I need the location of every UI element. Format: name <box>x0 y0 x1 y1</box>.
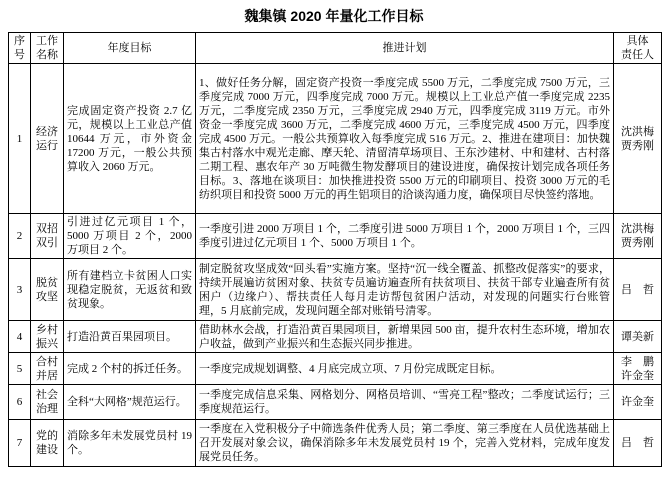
cell-responsible <box>614 214 662 259</box>
document-title: 魏集镇 2020 年量化工作目标 <box>244 8 424 24</box>
table-row <box>9 214 662 259</box>
cell-annual-goal: 所有建档立卡贫困人口实现稳定脱贫，无返贫和致贫现象。 <box>64 259 196 321</box>
cell-responsible <box>614 353 662 385</box>
responsible-name: 吕 哲 <box>621 283 654 296</box>
cell-work-name: 脱贫攻坚 <box>31 259 64 321</box>
table-row <box>9 353 662 385</box>
cell-plan: 一季度完成信息采集、网格划分、网格员培训、“雪亮工程”整改；二季度试运行；三季度规范运行。 <box>196 385 614 420</box>
cell-work-name: 党的建设 <box>31 420 64 467</box>
cell-annual-goal: 打造沿黄百果园项目。 <box>64 321 196 353</box>
cell-work-name: 双招双引 <box>31 214 64 259</box>
cell-responsible <box>614 385 662 420</box>
table-row <box>9 385 662 420</box>
cell-index: 7 <box>9 420 31 467</box>
cell-index: 6 <box>9 385 31 420</box>
cell-responsible <box>614 259 662 321</box>
cell-index: 5 <box>9 353 31 385</box>
cell-plan: 1、做好任务分解，固定资产投资一季度完成 5500 万元，二季度完成 7500 万元，三季度完成 7000 万元，四季度完成 7000 万元。规模以上工业总产值一季度完成 2235 万元，二季度完成 2350 万元，三季度完成 2940 万元，四季度完成 3119 万元。市外资金一季度完成 3600 万元，二季度完成 4600 万元，三季度完成 4500 万元，四季度完成 4500 万元。一般公共预算收入每季度完成 516 万元。2、推进在建项目：加快魏集古村落水中观光走廊、摩天轮、清留清草场项目、王东沙建材、中和建材、古村落二期工程、惠农年产 30 万吨微生物发酵项目的建设进度，确保按计划完成各项任务目标。3、落地在谈项目：加快推进投资 5500 万元的印刷项目、投资 3000 万元的毛纺织项目和投资 5000 万元的再生铝项目的洽谈沟通力度，确保项目尽快签约落地。 <box>196 64 614 214</box>
cell-annual-goal: 消除多年未发展党员村 19 个。 <box>64 420 196 467</box>
cell-index: 1 <box>9 64 31 214</box>
table-row <box>9 64 662 214</box>
cell-responsible <box>614 420 662 467</box>
header-annual-goal: 年度目标 <box>64 33 196 64</box>
cell-work-name: 合村并居 <box>31 353 64 385</box>
cell-work-name: 乡村振兴 <box>31 321 64 353</box>
cell-annual-goal: 完成固定资产投资 2.7 亿元，规模以上工业总产值 10644 万元，市外资金 17200 万元，一般公共预算收入 2060 万元。 <box>64 64 196 214</box>
responsible-name: 沈洪梅 <box>621 125 654 138</box>
responsible-name: 贾秀刚 <box>621 139 654 152</box>
cell-index: 2 <box>9 214 31 259</box>
cell-plan: 制定脱贫攻坚成效“回头看”实施方案。坚持“沉一线全覆盖、抓整改促落实”的要求，持续开展遍访贫困对象、扶贫专员遍访遍查所有扶贫项目、扶贫干部专业遍查所有贫困户（边缘户）、帮扶责任人每月走访帮包贫困户活动，对发现的问题实行台账管理，5 月底前完成，发现问题全部对账销号清零。 <box>196 259 614 321</box>
header-work-name: 工作名称 <box>31 33 64 64</box>
cell-responsible <box>614 321 662 353</box>
goals-table <box>8 32 662 467</box>
responsible-name: 许金奎 <box>621 396 654 408</box>
responsible-name: 沈洪梅 <box>621 223 654 235</box>
table-row <box>9 259 662 321</box>
header-index: 序号 <box>9 33 31 64</box>
cell-annual-goal: 完成 2 个村的拆迁任务。 <box>64 353 196 385</box>
header-plan: 推进计划 <box>196 33 614 64</box>
responsible-name: 许金奎 <box>621 369 654 382</box>
header-responsible-line1: 具体 <box>626 35 649 47</box>
responsible-name: 李 鹏 <box>621 355 654 368</box>
header-responsible-line2: 责任人 <box>621 49 654 61</box>
cell-annual-goal: 引进过亿元项目 1 个，5000 万项目 2 个，2000 万项目 2 个。 <box>64 214 196 259</box>
cell-index: 3 <box>9 259 31 321</box>
cell-work-name: 社会治理 <box>31 385 64 420</box>
table-row <box>9 420 662 467</box>
responsible-name: 谭美新 <box>621 330 654 343</box>
cell-annual-goal: 全科“大网格”规范运行。 <box>64 385 196 420</box>
responsible-name: 贾秀刚 <box>621 237 654 249</box>
cell-plan: 一季度在入党积极分子中筛选条件优秀人员；第二季度、第三季度在人员优选基础上召开发展对象会议，确保消除多年未发展党员村 19 个，完善入党材料，完成年度发展党员任务。 <box>196 420 614 467</box>
table-row <box>9 321 662 353</box>
cell-work-name: 经济运行 <box>31 64 64 214</box>
cell-plan: 一季度引进 2000 万项目 1 个，二季度引进 5000 万项目 1 个，2000 万项目 1 个，三四季度引进过亿元项目 1 个、5000 万项目 1 个。 <box>196 214 614 259</box>
table-header-row <box>9 33 662 64</box>
responsible-name: 吕 哲 <box>621 437 654 449</box>
cell-responsible <box>614 64 662 214</box>
header-responsible <box>614 33 662 64</box>
cell-plan: 借助林水会战，打造沿黄百果园项目，新增果园 500 亩，提升农村生态环境，增加农户收益，做到产业振兴和生态振兴同步推进。 <box>196 321 614 353</box>
cell-index: 4 <box>9 321 31 353</box>
cell-plan: 一季度完成规划调整、4 月底完成立项、7 月份完成既定目标。 <box>196 353 614 385</box>
